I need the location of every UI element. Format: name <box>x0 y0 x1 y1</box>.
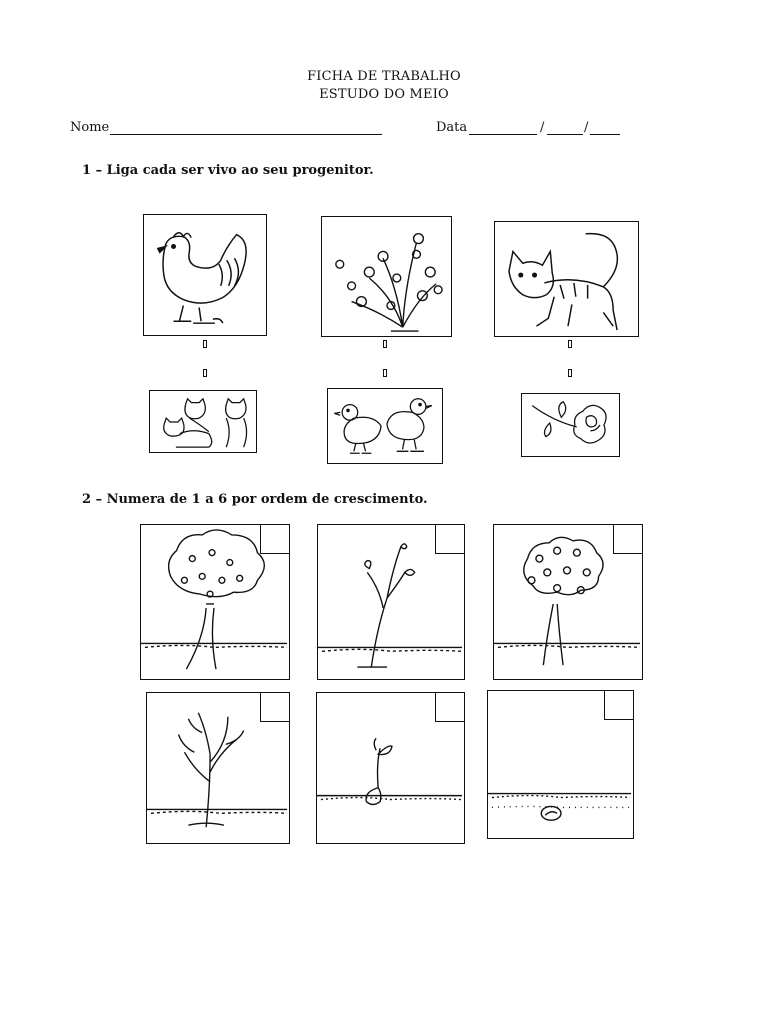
date-label: Data <box>436 120 468 135</box>
link-dot-parent-1[interactable] <box>203 340 207 348</box>
order-number-box[interactable] <box>435 524 465 554</box>
date-month-field[interactable] <box>547 121 583 135</box>
date-separator: / <box>540 120 545 135</box>
flowering-tree-picture <box>493 524 643 680</box>
link-dot-child-2[interactable] <box>383 369 387 377</box>
order-number-box[interactable] <box>613 524 643 554</box>
rose-bush-picture <box>321 216 452 337</box>
link-dot-child-3[interactable] <box>568 369 572 377</box>
date-separator: / <box>584 120 589 135</box>
fruit-tree-picture <box>140 524 290 680</box>
cat-picture <box>494 221 639 337</box>
order-number-box[interactable] <box>604 690 634 720</box>
seed-picture <box>487 690 634 839</box>
name-field[interactable] <box>110 121 382 135</box>
chicks-picture <box>327 388 443 464</box>
kittens-icon <box>150 391 256 452</box>
rose-bush-icon <box>322 217 451 336</box>
link-dot-parent-2[interactable] <box>383 340 387 348</box>
hen-picture <box>143 214 267 336</box>
rose-flower-picture <box>521 393 620 457</box>
link-dot-child-1[interactable] <box>203 369 207 377</box>
question-1-title: 1 – Liga cada ser vivo ao seu progenitor. <box>82 163 374 178</box>
order-number-box[interactable] <box>435 692 465 722</box>
rose-flower-icon <box>522 394 619 456</box>
date-year-field[interactable] <box>590 121 620 135</box>
chicks-icon <box>328 389 442 463</box>
bare-tree-picture <box>146 692 290 844</box>
question-2-title: 2 – Numera de 1 a 6 por ordem de crescimento. <box>82 492 428 507</box>
link-dot-parent-3[interactable] <box>568 340 572 348</box>
order-number-box[interactable] <box>260 524 290 554</box>
kittens-picture <box>149 390 257 453</box>
order-number-box[interactable] <box>260 692 290 722</box>
name-label: Nome <box>70 120 110 135</box>
worksheet-title: FICHA DE TRABALHO <box>307 69 461 84</box>
young-sapling-picture <box>317 524 465 680</box>
sprout-picture <box>316 692 465 844</box>
cat-icon <box>495 222 638 336</box>
hen-icon <box>144 215 266 335</box>
worksheet-subject: ESTUDO DO MEIO <box>319 87 449 102</box>
date-day-field[interactable] <box>469 121 537 135</box>
